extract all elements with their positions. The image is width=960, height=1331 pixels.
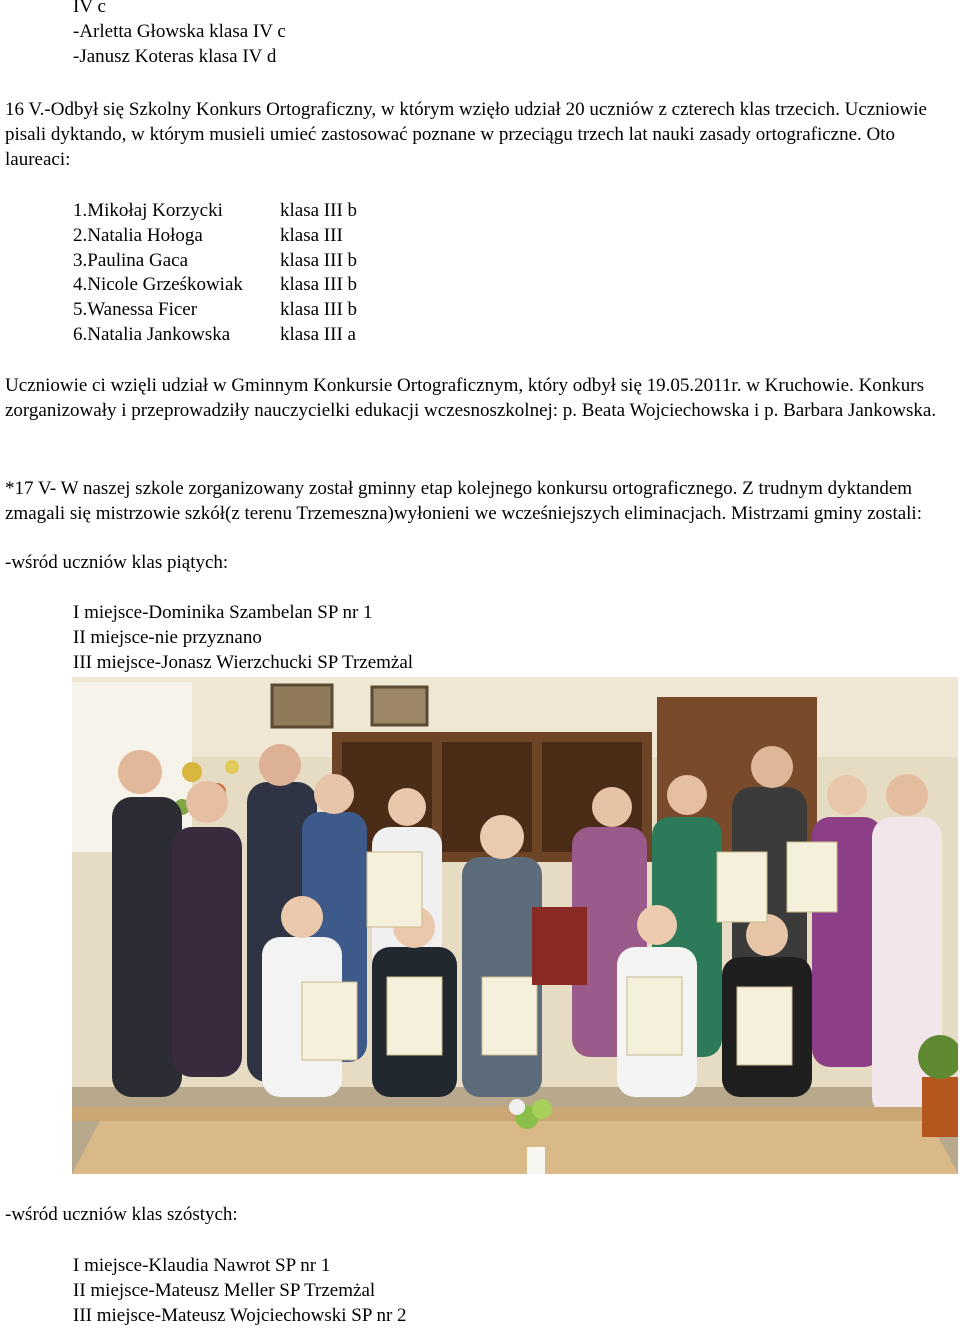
laureate-name: 5.Wanessa Ficer bbox=[73, 299, 198, 321]
sixth-grade-heading: -wśród uczniów klas szóstych: bbox=[5, 1204, 238, 1225]
top-line-arletta: -Arletta Głowska klasa IV c bbox=[73, 21, 286, 42]
laureates-list bbox=[73, 199, 357, 348]
fifth-grade-winner-3: III miejsce-Jonasz Wierzchucki SP Trzemżal bbox=[73, 652, 414, 673]
list-item bbox=[73, 249, 357, 274]
sixth-grade-winner-3: III miejsce-Mateusz Wojciechowski SP nr 2 bbox=[73, 1305, 407, 1326]
laureate-class: klasa III b bbox=[280, 200, 358, 221]
paragraph-municipal-contest: Uczniowie ci wzięli udział w Gminnym Konkursie Ortograficznym, który odbył się 19.05.2011r. w Kruchowie. Konkurs zorganizowały i przeprowadziły nauczycielki edukacji wczesnoszkolnej: p. Beata Wojciechowska i p. Barbara Jankowska. bbox=[5, 375, 937, 421]
fifth-grade-winner-2: II miejsce-nie przyznano bbox=[73, 627, 262, 648]
top-line-janusz: -Janusz Koteras klasa IV d bbox=[73, 46, 277, 67]
fifth-grade-winner-1: I miejsce-Dominika Szambelan SP nr 1 bbox=[73, 602, 373, 623]
laureate-class: klasa III b bbox=[280, 249, 358, 271]
paragraph-school-contest: 16 V.-Odbył się Szkolny Konkurs Ortograficzny, w którym wzięło udział 20 uczniów z czterech klas trzecich. Uczniowie pisali dyktando, w którym musieli umieć zastosować poznane w przeciągu trzech lat nauki zasady ortograficzne. Oto laureaci: bbox=[5, 99, 927, 170]
laureate-name: 4.Nicole Grześkowiak bbox=[73, 274, 243, 296]
laureate-name: 3.Paulina Gaca bbox=[73, 249, 189, 271]
list-item bbox=[73, 323, 357, 348]
group-photo bbox=[72, 677, 958, 1174]
laureate-class: klasa III b bbox=[280, 274, 358, 296]
laureate-class: klasa III bbox=[280, 224, 343, 246]
laureate-name: 2.Natalia Hołoga bbox=[73, 224, 203, 246]
laureate-class: klasa III b bbox=[280, 299, 358, 321]
laureate-name: 6.Natalia Jankowska bbox=[73, 323, 231, 345]
list-item bbox=[73, 199, 357, 224]
list-item bbox=[73, 298, 357, 323]
laureate-class: klasa III a bbox=[280, 323, 356, 345]
paragraph-may-17: *17 V- W naszej szkole zorganizowany został gminny etap kolejnego konkursu ortograficznego. Z trudnym dyktandem zmagali się mistrzowie szkół(z terenu Trzemeszna)wyłonieni we wcześniejszych eliminacjach. Mistrzami gminy zostali: bbox=[5, 478, 922, 524]
top-line-class: IV c bbox=[73, 0, 106, 17]
sixth-grade-winner-1: I miejsce-Klaudia Nawrot SP nr 1 bbox=[73, 1255, 331, 1276]
sixth-grade-winner-2: II miejsce-Mateusz Meller SP Trzemżal bbox=[73, 1280, 376, 1301]
fifth-grade-heading: -wśród uczniów klas piątych: bbox=[5, 552, 229, 573]
laureate-name: 1.Mikołaj Korzycki bbox=[73, 200, 223, 221]
list-item bbox=[73, 273, 357, 298]
list-item bbox=[73, 224, 357, 249]
